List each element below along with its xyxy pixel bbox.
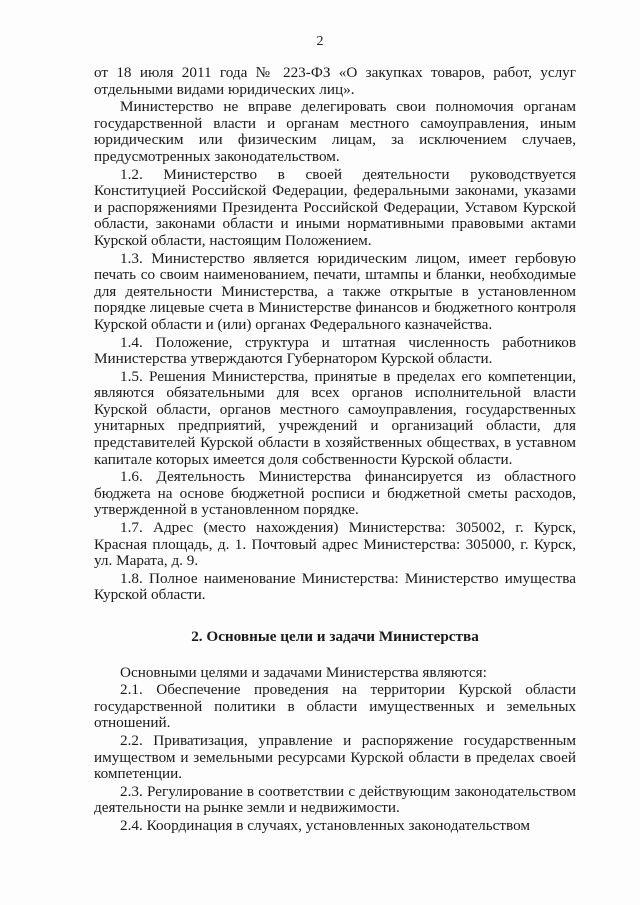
paragraph: 2.3. Регулирование в соответствии с действующим законодательством деятельности на рынке земли и недвижимости. bbox=[94, 782, 576, 817]
paragraph-group-intro bbox=[94, 65, 576, 604]
paragraph: Основными целями и задачами Министерства являются: bbox=[120, 663, 487, 681]
paragraph: 1.7. Адрес (место нахождения) Министерства: 305002, г. Курск, Красная площадь, д. 1. Почтовый адрес Министерства: 305000, г. Курск, ул. Марата, д. 9. bbox=[94, 519, 576, 570]
paragraph: 1.8. Полное наименование Министерства: Министерство имущества Курской области. bbox=[94, 569, 576, 604]
paragraph: 1.5. Решения Министерства, принятые в пределах его компетенции, являются обязательными для всех органов исполнительной власти Курской области, органов местного самоуправления, государственных унитарных предприятий, учреждений и организаций области, для представителей Курской области в хозяйственных обществах, в уставном капитале которых имеется доля собственности Курской области. bbox=[94, 367, 576, 468]
paragraph-group-goals bbox=[94, 665, 576, 835]
paragraph: 2.2. Приватизация, управление и распоряжение государственным имуществом и земельными ресурсами Курской области в пределах своей компетенции. bbox=[94, 731, 576, 783]
paragraph: Министерство не вправе делегировать свои полномочия органам государственной власти и органам местного самоуправления, иным юридическим или физическим лицам, за исключением случаев, предусмотренных законодательством. bbox=[94, 98, 576, 165]
paragraph: 1.4. Положение, структура и штатная численность работников Министерства утверждаются Губернатором Курской области. bbox=[94, 333, 576, 368]
paragraph: 2.4. Координация в случаях, установленных законодательством bbox=[120, 816, 531, 834]
paragraph: 1.2. Министерство в своей деятельности руководствуется Конституцией Российской Федерации, федеральными законами, указами и распоряжениями Президента Российской Федерации, Уставом Курской области, законами области и иными нормативными правовыми актами Курской области, настоящим Положением. bbox=[94, 165, 576, 249]
page-number: 2 bbox=[316, 34, 324, 49]
paragraph: 2.1. Обеспечение проведения на территории Курской области государственной политики в области имущественных и земельных отношений. bbox=[94, 681, 576, 732]
paragraph: от 18 июля 2011 года № 223-ФЗ «О закупках товаров, работ, услуг отдельными видами юридических лиц». bbox=[94, 64, 576, 98]
document-body bbox=[94, 65, 576, 836]
paragraph: 1.3. Министерство является юридическим лицом, имеет гербовую печать со своим наименованием, печати, штампы и бланки, необходимые для деятельности Министерства, а также открытые в установленном порядке лицевые счета в Министерстве финансов и бюджетного контроля Курской области и (или) органах Федерального казначейства. bbox=[94, 249, 576, 333]
section-title: 2. Основные цели и задачи Министерства bbox=[191, 628, 479, 645]
paragraph: 1.6. Деятельность Министерства финансируется из областного бюджета на основе бюджетной росписи и бюджетной сметы расходов, утвержденной в установленном порядке. bbox=[94, 468, 576, 519]
